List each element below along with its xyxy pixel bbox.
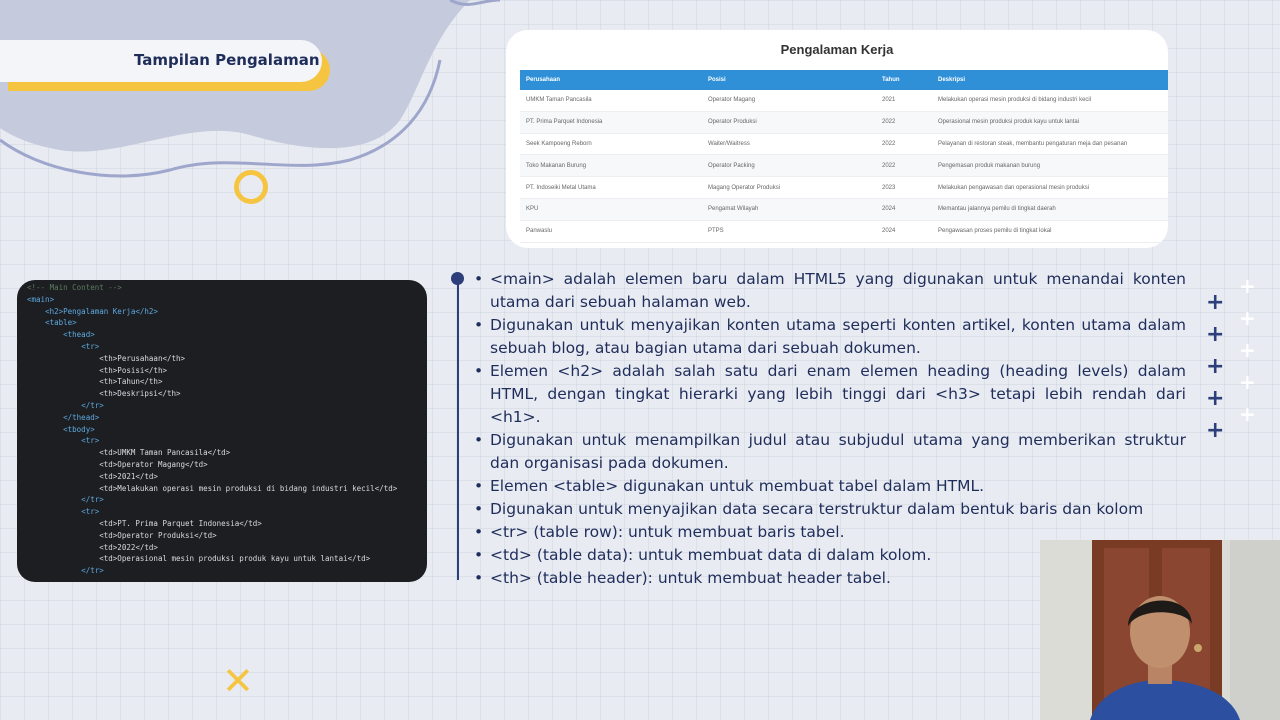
table-cell: PT. Indoseiki Metal Utama [520,177,702,199]
code-line: <td>Operator Magang</td> [99,459,208,469]
presenter-video-icon [1040,540,1280,720]
preview-header-row [520,70,1168,90]
table-cell: 2021 [876,90,932,111]
list-item: • <td> (table data): untuk membuat data di dalam kolom. [474,544,1186,567]
table-cell: KPU [520,198,702,220]
table-cell: UMKM Taman Pancasila [520,90,702,111]
decorative-plus-icon: + [1239,274,1256,298]
code-line: <tr> [81,507,100,517]
code-line: <th>Tahun</th> [99,377,163,387]
table-cell: 2023 [876,177,932,199]
table-cell: Melakukan operasi mesin produksi di bidang industri kecil [932,90,1168,111]
decorative-plus-icon: + [1206,290,1225,315]
code-block [27,282,397,577]
code-line: <td>Operator Produksi</td> [99,530,217,540]
webcam-overlay [1040,540,1280,720]
table-cell: 2022 [876,133,932,155]
code-line: <th>Posisi</th> [99,365,167,375]
list-item: • <main> adalah elemen baru dalam HTML5 yang digunakan untuk menandai konten utama dari sebuah halaman web. [474,268,1186,314]
code-line: <tbody> [63,424,95,434]
table-row [520,133,1168,155]
code-line: </tr> [81,495,104,505]
code-line: <td>Operasional mesin produksi produk kayu untuk lantai</td> [99,554,371,564]
preview-col-header: Deskripsi [932,70,1168,90]
slide-title-pill [0,40,322,82]
table-row [520,90,1168,111]
table-cell: Magang Operator Produksi [702,177,876,199]
code-line: <tr> [81,436,100,446]
code-line: <td>UMKM Taman Pancasila</td> [99,448,231,458]
code-line: </tr> [81,566,104,576]
slide-title: Tampilan Pengalaman [134,51,320,69]
code-editor-panel [17,280,427,582]
decorative-ring-icon [234,170,268,204]
list-item: • <tr> (table row): untuk membuat baris tabel. [474,521,1186,544]
table-cell: Seek Kampoeng Reborn [520,133,702,155]
table-cell: 2022 [876,155,932,177]
code-line: <td>2021</td> [99,471,158,481]
code-line: </thead> [63,412,100,422]
table-cell: Waiter/Waitress [702,133,876,155]
table-row [520,198,1168,220]
code-line: <th>Perusahaan</th> [99,353,186,363]
table-cell: Pengamat Wilayah [702,198,876,220]
table-cell: PT. Prima Parquet Indonesia [520,111,702,133]
code-line: <table> [45,318,77,328]
table-row [520,177,1168,199]
list-item: • Digunakan untuk menyajikan konten utama seperti konten artikel, konten utama dalam sebuah blog, atau bagian utama dari sebuah dokumen. [474,314,1186,360]
table-cell: Pengawasan proses pemilu di tingkat lokal [932,220,1168,242]
table-cell: Operasional mesin produksi produk kayu untuk lantai [932,111,1168,133]
table-cell: Pelayanan di restoran steak, membantu pengaturan meja dan pesanan [932,133,1168,155]
preview-table [520,70,1168,243]
code-line: <tr> [81,341,100,351]
table-preview-card [506,30,1168,248]
list-item: • Elemen <h2> adalah salah satu dari enam elemen heading (heading levels) dalam HTML, dengan tingkat hierarki yang lebih tinggi dari <h3> tetapi lebih rendah dari <h1>. [474,360,1186,429]
decorative-x-icon: ✕ [222,659,254,703]
decorative-plus-icon: + [1239,370,1256,394]
list-item: • Elemen <table> digunakan untuk membuat tabel dalam HTML. [474,475,1186,498]
list-item: • Digunakan untuk menyajikan data secara terstruktur dalam bentuk baris dan kolom [474,498,1186,521]
list-item: • <th> (table header): untuk membuat header tabel. [474,567,1186,590]
table-cell: Panwaslu [520,220,702,242]
table-row [520,111,1168,133]
code-line: <thead> [63,330,95,340]
preview-heading: Pengalaman Kerja [780,42,894,57]
preview-col-header: Tahun [876,70,932,90]
table-cell: Operator Magang [702,90,876,111]
preview-col-header: Posisi [702,70,876,90]
table-row [520,220,1168,242]
code-line: <main> [27,294,55,304]
decorative-plus-icon: + [1206,386,1225,411]
table-cell: Pengemasan produk makanan burung [932,155,1168,177]
code-line: <td>Melakukan operasi mesin produksi di bidang industri kecil</td> [99,483,398,493]
timeline-line [457,274,459,580]
code-line: <h2>Pengalaman Kerja</h2> [45,306,158,316]
decorative-plus-icon: + [1206,354,1225,379]
decorative-plus-icon: + [1206,418,1225,443]
decorative-plus-icon: + [1206,322,1225,347]
decorative-plus-icon: + [1239,338,1256,362]
table-cell: 2024 [876,220,932,242]
code-line: <td>PT. Prima Parquet Indonesia</td> [99,518,262,528]
timeline-dot [451,272,464,285]
table-cell: 2024 [876,198,932,220]
table-cell: Operator Produksi [702,111,876,133]
table-cell: Toko Makanan Burung [520,155,702,177]
decorative-plus-icon: + [1239,402,1256,426]
table-cell: Operator Packing [702,155,876,177]
code-line: </tr> [81,400,104,410]
table-cell: 2022 [876,111,932,133]
table-cell: Memantau jalannya pemilu di tingkat daerah [932,198,1168,220]
code-line: <th>Deskripsi</th> [99,389,181,399]
list-item: • Digunakan untuk menampilkan judul atau subjudul utama yang memberikan struktur dan organisasi pada dokumen. [474,429,1186,475]
table-row [520,155,1168,177]
preview-col-header: Perusahaan [520,70,702,90]
table-cell: Melakukan pengawasan dan operasional mesin produksi [932,177,1168,199]
decorative-plus-icon: + [1239,306,1256,330]
table-cell: PTPS [702,220,876,242]
code-line: <td>2022</td> [99,542,158,552]
code-line: <!-- Main Content --> [27,283,122,292]
